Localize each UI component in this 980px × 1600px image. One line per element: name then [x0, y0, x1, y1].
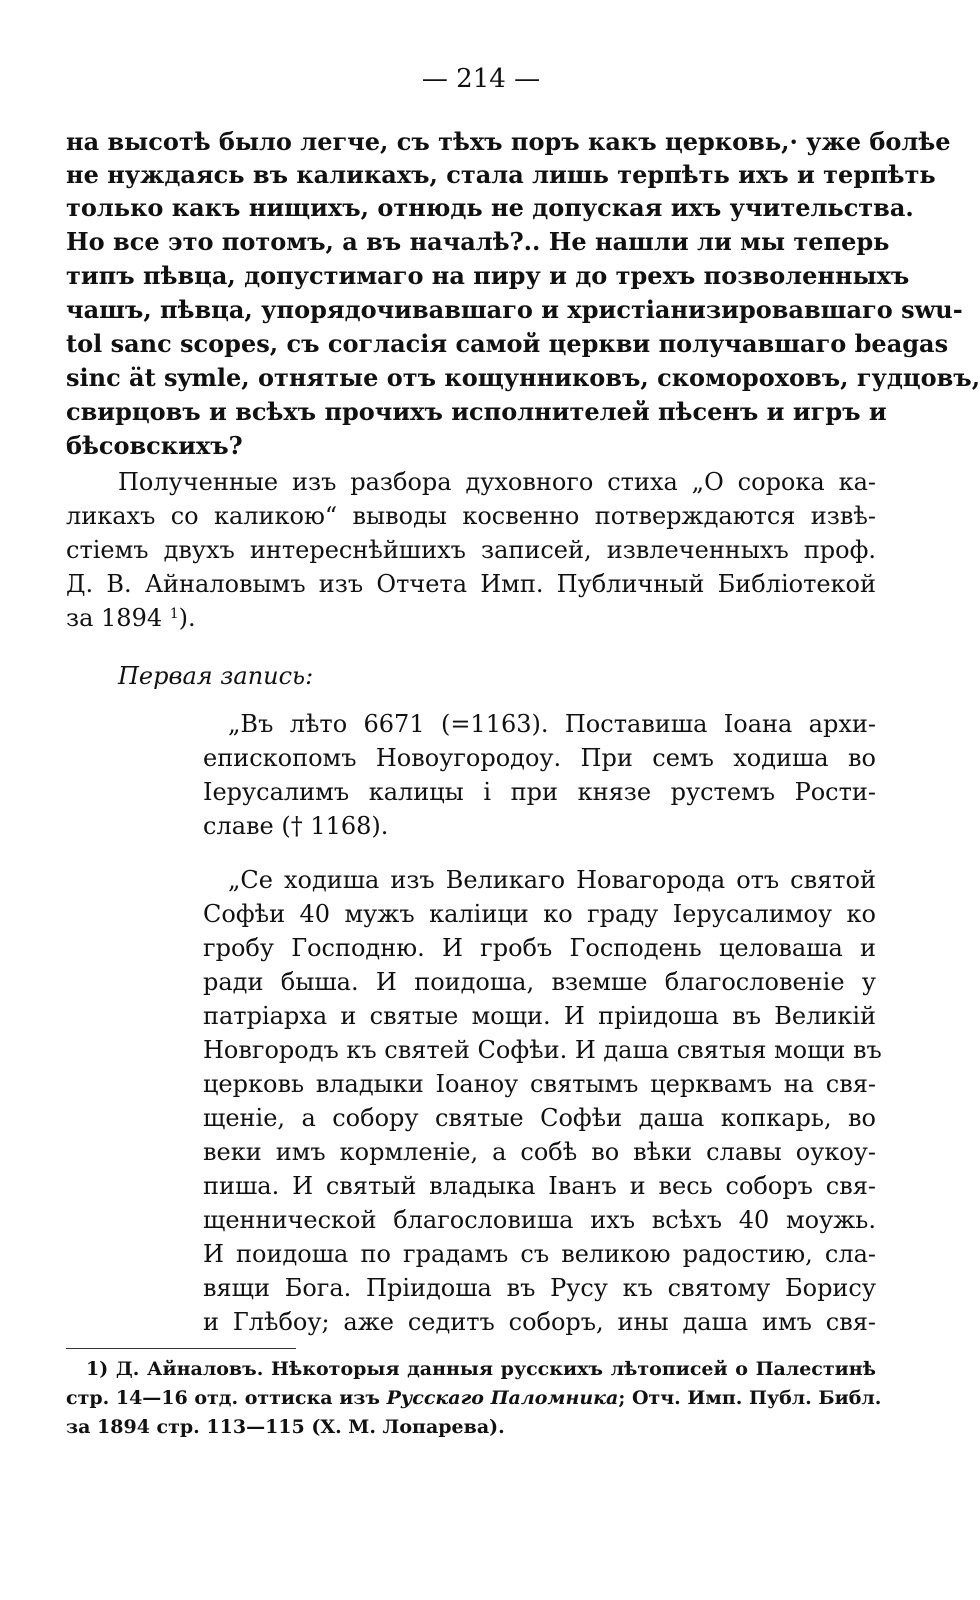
quote-line: „Се ходиша изъ Великаго Новагорода отъ святой — [228, 866, 876, 894]
subheading: Первая запись: — [118, 662, 314, 690]
text-fragment: за 1894 — [66, 604, 163, 632]
text-line: типъ пѣвца, допустимаго на пиру и до трехъ позволенныхъ — [66, 261, 910, 290]
quote-line: вящи Бога. Пріидоша въ Русу къ святому Борису — [203, 1274, 876, 1302]
text-line: стіемъ двухъ интереснѣйшихъ записей, извлеченныхъ проф. — [66, 536, 876, 564]
quote-line: щеннической благословиша ихъ всѣхъ 40 моужь. — [203, 1206, 876, 1234]
journal-title: Русскаго Паломника — [386, 1387, 619, 1409]
quote-line: „Въ лѣто 6671 (=1163). Поставиша Іоана архи- — [228, 710, 876, 738]
footnote-mark: 1) — [86, 1358, 109, 1380]
text-fragment: стр. 14—16 отд. оттиска изъ — [66, 1387, 381, 1409]
text-fragment: Д. Айналовъ. Нѣкоторыя данныя русскихъ лѣтописей о Палестинѣ — [115, 1358, 877, 1380]
quote-line: гробу Господню. И гробъ Господень целоваша и — [203, 934, 876, 962]
text-line: на высотѣ было легче, съ тѣхъ поръ какъ церковь,· уже болѣе — [66, 127, 951, 156]
quote-line: церковь владыки Іоаноу святымъ церквамъ на свя- — [203, 1070, 876, 1098]
text-line: бѣсовскихъ? — [66, 431, 243, 460]
quote-line: славе († 1168). — [203, 812, 389, 840]
quote-line: пиша. И святый владыка Іванъ и весь соборъ свя- — [203, 1172, 876, 1200]
quote-line: И поидоша по градамъ съ великою радостию, сла- — [203, 1240, 876, 1268]
text-fragment: ). — [178, 604, 196, 632]
quote-line: епископомъ Новоугородоу. При семъ ходиша во — [203, 744, 876, 772]
page-number: — 214 — — [421, 64, 541, 94]
footnote-divider — [66, 1348, 296, 1349]
text-fragment: ; Отч. Имп. Публ. Библ. — [618, 1387, 882, 1409]
quote-line: ради быша. И поидоша, вземше благословеніе у — [203, 968, 876, 996]
footnote-marker: 1 — [169, 606, 179, 622]
footnote-line — [86, 1360, 876, 1379]
text-line: Полученные изъ разбора духовного стиха „О сорока ка- — [118, 468, 876, 496]
quote-line: Новгородъ къ святей Софѣи. И даша святыя мощи въ — [203, 1036, 882, 1064]
text-line — [66, 606, 876, 630]
text-line: ликахъ со каликою“ выводы косвенно потверждаются извѣ- — [66, 502, 876, 530]
quote-line: Іерусалимъ калицы і при князе рустемъ Рости- — [203, 778, 876, 806]
text-line: tol sanc scopes, съ согласія самой церкви получавшаго beagas — [66, 329, 949, 358]
text-line: чашъ, пѣвца, упорядочивавшаго и христіанизировавшаго swu- — [66, 295, 963, 324]
quote-line: Софѣи 40 мужъ каліици ко граду Іерусалимоу ко — [203, 900, 876, 928]
text-line: не нуждаясь въ каликахъ, стала лишь терпѣть ихъ и терпѣть — [66, 160, 936, 189]
text-line: Но все это потомъ, а въ началѣ?.. Не нашли ли мы теперь — [66, 227, 890, 256]
text-line: sinc ät symle, отнятые отъ кощунниковъ, скомороховъ, гудцовъ, — [66, 363, 980, 392]
text-line: свирцовъ и всѣхъ прочихъ исполнителей пѣсенъ и игръ и — [66, 397, 887, 426]
quote-line: патріарха и святые мощи. И пріидоша въ Великій — [203, 1002, 876, 1030]
text-line: Д. В. Айналовымъ изъ Отчета Имп. Публичный Библіотекой — [66, 570, 876, 598]
quote-line: веки имъ кормленіе, а собѣ во вѣки славы оукоу- — [203, 1138, 876, 1166]
quote-line: щеніе, а собору святые Софѣи даша копкарь, во — [203, 1104, 876, 1132]
footnote-line: за 1894 стр. 113—115 (Х. М. Лопарева). — [66, 1416, 505, 1438]
text-line: только какъ нищихъ, отнюдь не допуская ихъ учительства. — [66, 193, 914, 222]
quote-line: и Глѣбоу; аже седитъ соборъ, ины даша имъ свя- — [203, 1308, 876, 1336]
footnote-line — [66, 1387, 882, 1409]
